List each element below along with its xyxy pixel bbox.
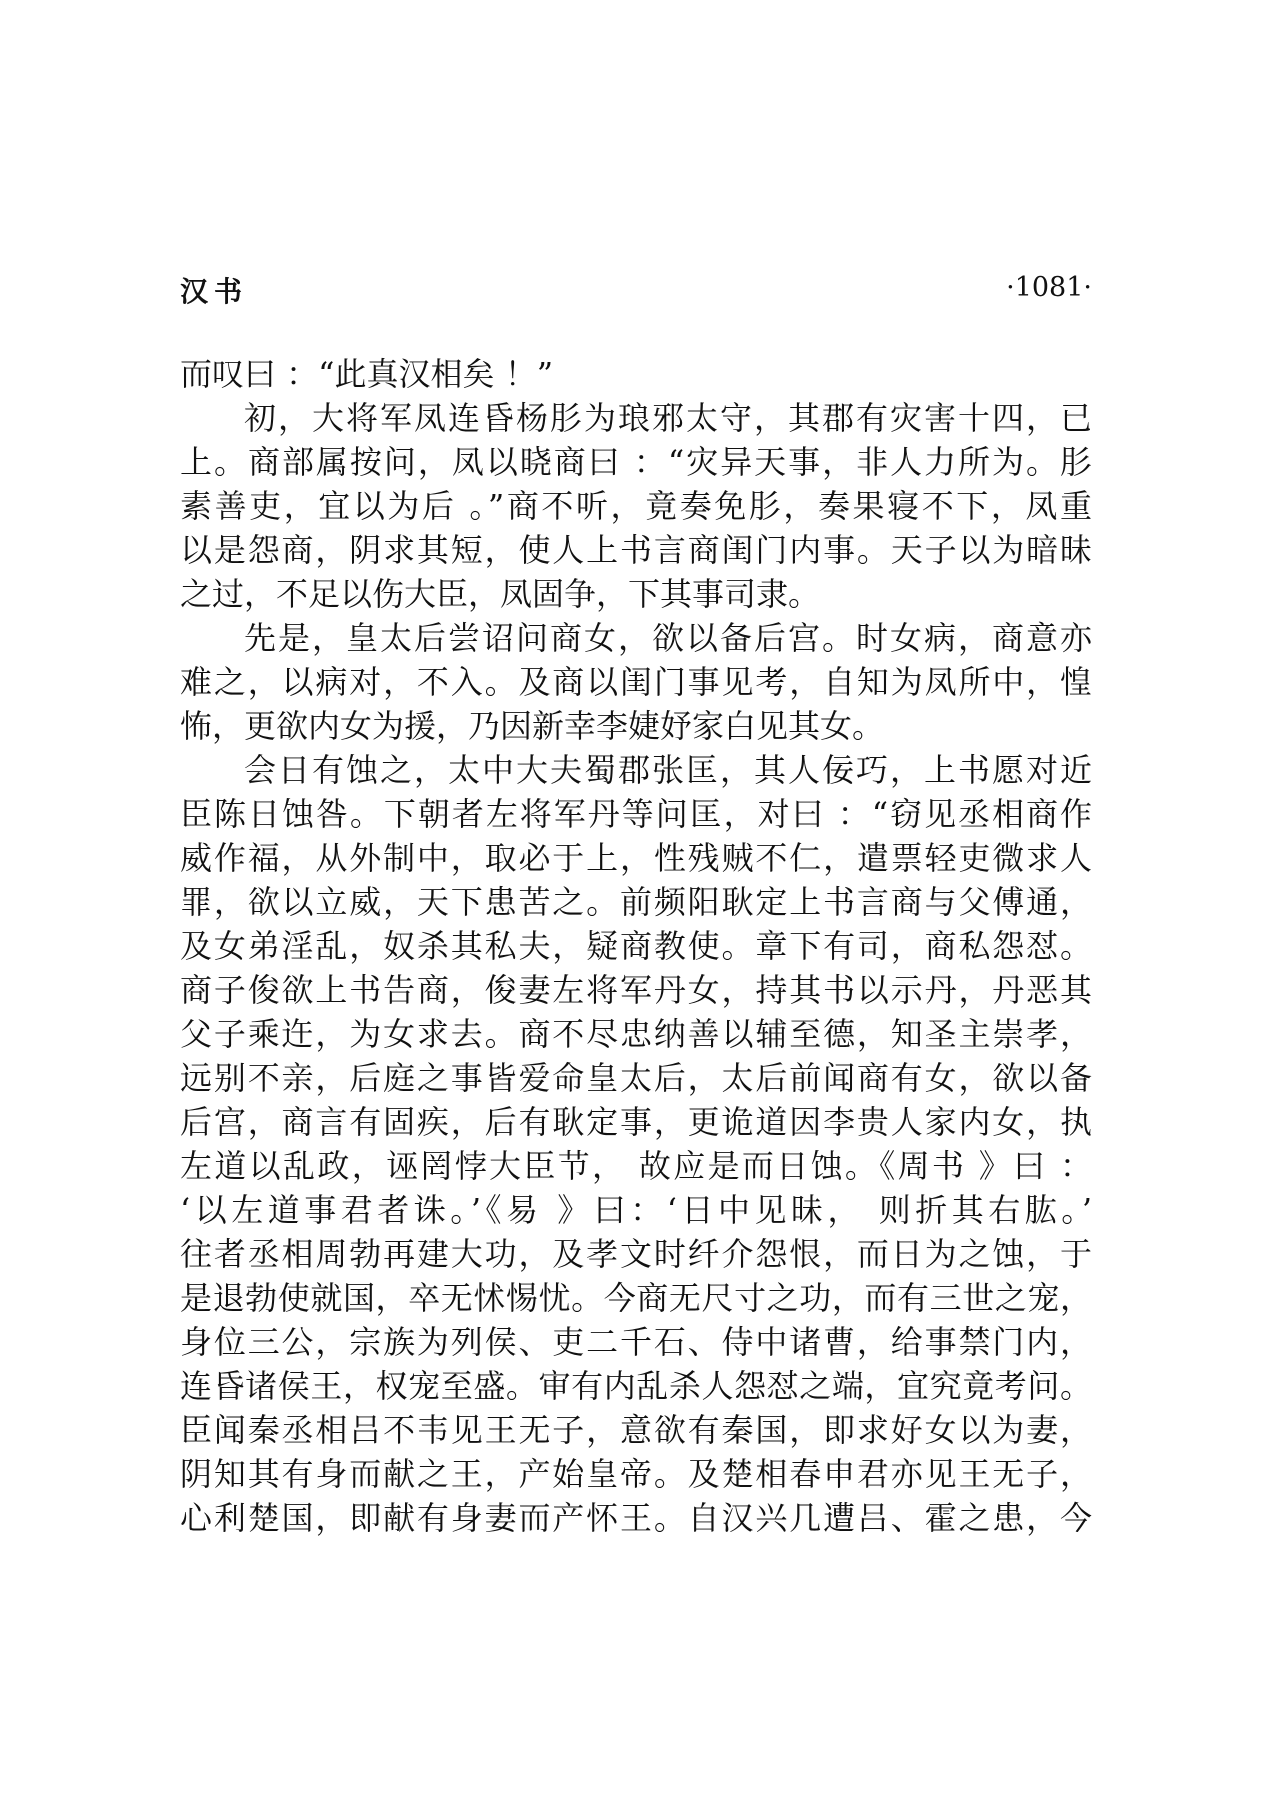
body-text bbox=[180, 352, 1092, 1540]
text-line: 以是怨商，阴求其短，使人上书言商闺门内事。天子以为暗昧 bbox=[180, 531, 1092, 569]
text-line: 初，大将军凤连昏杨肜为琅邪太守，其郡有灾害十四，已 bbox=[244, 399, 1092, 437]
text-line: 商子俊欲上书告商，俊妻左将军丹女，持其书以示丹，丹恶其 bbox=[180, 971, 1092, 1009]
text-line: 会日有蚀之，太中大夫蜀郡张匡，其人佞巧，上书愿对近 bbox=[244, 751, 1092, 789]
text-line: 难之，以病对，不入。及商以闺门事见考，自知为凤所中，惶 bbox=[180, 663, 1092, 701]
text-line: 往者丞相周勃再建大功，及孝文时纤介怨恨，而日为之蚀，于 bbox=[180, 1235, 1092, 1273]
running-head bbox=[180, 270, 1092, 310]
text-line: 之过，不足以伤大臣，凤固争，下其事司隶。 bbox=[180, 575, 821, 613]
text-line: 父子乘迕，为女求去。商不尽忠纳善以辅至德，知圣主崇孝， bbox=[180, 1015, 1092, 1053]
text-line: 臣闻秦丞相吕不韦见王无子，意欲有秦国，即求好女以为妻， bbox=[180, 1411, 1092, 1449]
text-line: 怖，更欲内女为援，乃因新幸李婕妤家白见其女。 bbox=[180, 707, 885, 745]
text-line: 上。商部属按问，凤以晓商曰 ：“灾异天事，非人力所为。肜 bbox=[180, 443, 1092, 481]
text-line: 是退勃使就国，卒无怵惕忧。今商无尺寸之功，而有三世之宠， bbox=[180, 1279, 1092, 1317]
book-title: 汉书 bbox=[180, 275, 249, 308]
text-line: 心利楚国，即献有身妻而产怀王。自汉兴几遭吕、霍之患，今 bbox=[180, 1499, 1092, 1537]
text-line: 臣陈日蚀咎。下朝者左将军丹等问匡，对曰 ：“窃见丞相商作 bbox=[180, 795, 1092, 833]
text-line: 素善吏，宜以为后 。”商不听，竟奏免肜，奏果寝不下，凤重 bbox=[180, 487, 1092, 525]
page-number: ·1081· bbox=[1006, 272, 1092, 303]
text-line: 而叹曰 ：“此真汉相矣 ！” bbox=[180, 355, 554, 393]
text-line: 及女弟淫乱，奴杀其私夫，疑商教使。章下有司，商私怨怼。 bbox=[180, 927, 1092, 965]
text-line: ‘以左道事君者诛。’《易 》曰：‘日中见昧， 则折其右肱。’ bbox=[180, 1191, 1092, 1229]
text-line: 连昏诸侯王，权宠至盛。审有内乱杀人怨怼之端，宜究竟考问。 bbox=[180, 1367, 1092, 1405]
text-line: 罪，欲以立威，天下患苦之。前频阳耿定上书言商与父傅通， bbox=[180, 883, 1092, 921]
text-line: 威作福，从外制中，取必于上，性残贼不仁，遣票轻吏微求人 bbox=[180, 839, 1092, 877]
text-line: 远别不亲，后庭之事皆爱命皇太后，太后前闻商有女，欲以备 bbox=[180, 1059, 1092, 1097]
text-line: 先是，皇太后尝诏问商女，欲以备后宫。时女病，商意亦 bbox=[244, 619, 1092, 657]
text-line: 身位三公，宗族为列侯、吏二千石、侍中诸曹，给事禁门内， bbox=[180, 1323, 1092, 1361]
text-line: 阴知其有身而献之王，产始皇帝。及楚相春申君亦见王无子， bbox=[180, 1455, 1092, 1493]
text-line: 后宫，商言有固疾，后有耿定事，更诡道因李贵人家内女，执 bbox=[180, 1103, 1092, 1141]
text-line: 左道以乱政，诬罔悖大臣节， 故应是而日蚀。《周书 》曰 ： bbox=[180, 1147, 1092, 1185]
